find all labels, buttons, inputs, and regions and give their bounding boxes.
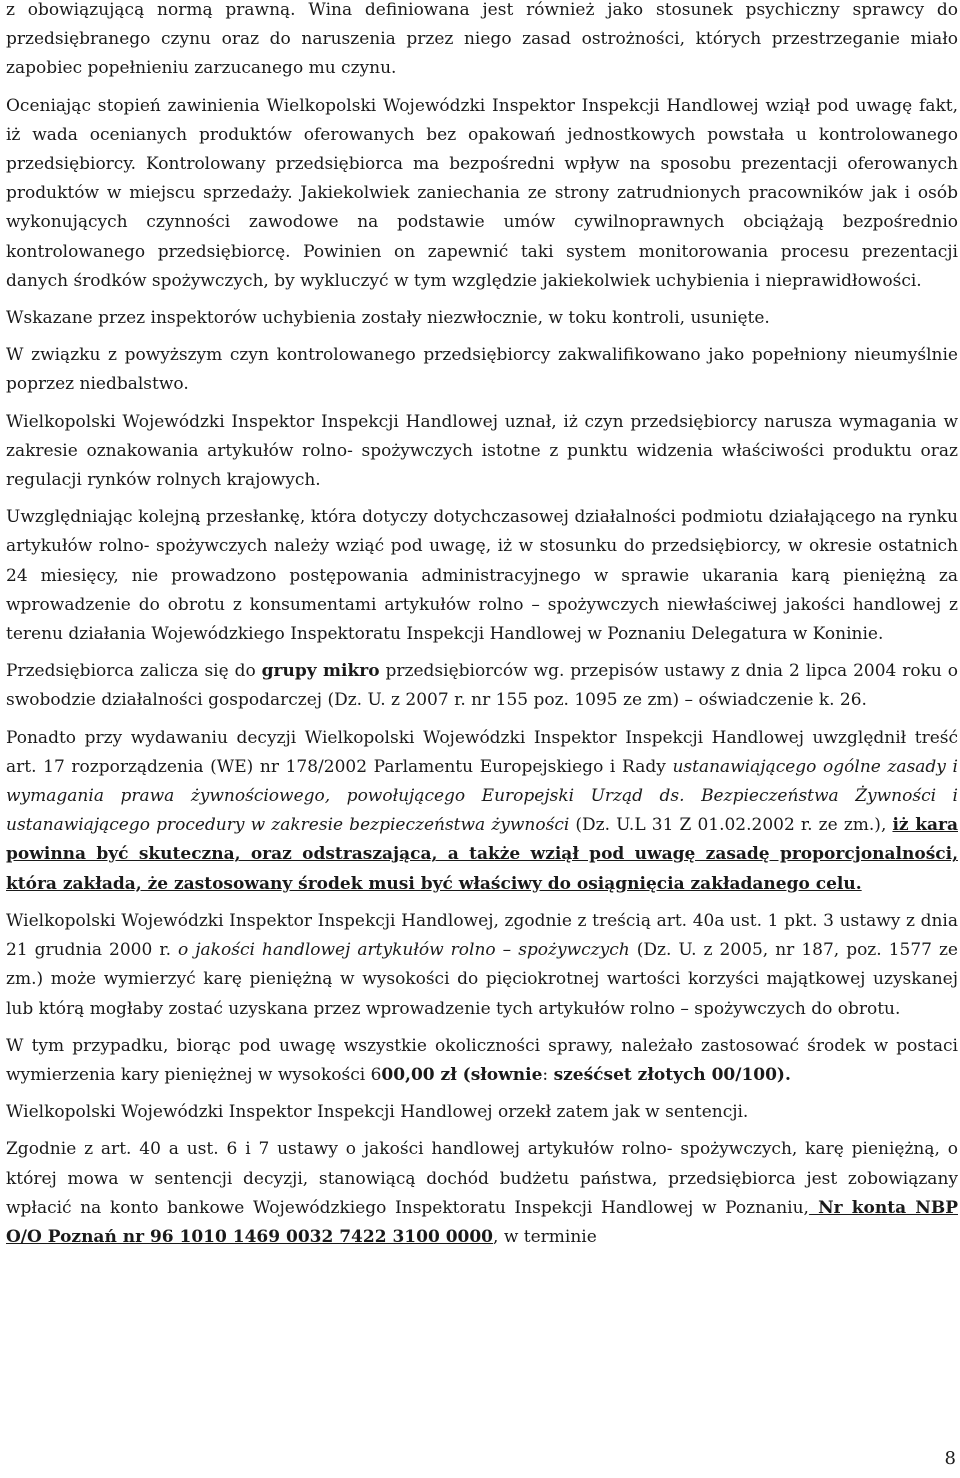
italic-act-title: o jakości handlowej artykułów rolno – spożywczych xyxy=(178,940,630,961)
paragraph-text: Zgodnie z art. 40 a ust. 6 i 7 ustawy o jakości handlowej artykułów rolno- spożywczych, karę pieniężną, o której mowa w sentencji decyzji, stanowiącą dochód budżetu państwa, przedsiębiorca jest zobowiązany wpłacić na konto bankowe Wojewódzkiego Inspektoratu Inspekcji Handlowej w Poznaniu, xyxy=(6,1139,958,1218)
paragraph-text: Przedsiębiorca zalicza się do xyxy=(6,661,262,682)
paragraph-micro-enterprise xyxy=(6,657,958,715)
bold-penalty-words: sześćset złotych 00/100). xyxy=(553,1064,791,1085)
paragraph-qualification xyxy=(6,341,958,399)
paragraph-prior-activity xyxy=(6,503,958,649)
paragraph-text: Wskazane przez inspektorów uchybienia zostały niezwłocznie, w toku kontroli, usunięte. xyxy=(6,308,770,329)
paragraph-text: Wielkopolski Wojewódzki Inspektor Inspekcji Handlowej orzekł zatem jak w sentencji. xyxy=(6,1102,749,1123)
paragraph-text: (Dz. U.L 31 Z 01.02.2002 r. ze zm.), xyxy=(569,815,893,836)
paragraph-text: (Dz. U. z 2005, nr 187, poz. 1577 ze zm.) może wymierzyć karę pieniężną w wysokości do pięciokrotnej wartości korzyści majątkowej uzyskanej lub którą mogłaby zostać uzyskana przez wprowadzenie tych artykułów rolno – spożywczych do obrotu. xyxy=(6,940,958,1019)
paragraph-eu-regulation xyxy=(6,724,958,899)
paragraph-text: przedsiębiorców wg. przepisów ustawy z dnia 2 lipca 2004 roku o swobodzie działalności gospodarczej (Dz. U. z 2007 r. nr 155 poz. 1095 ze zm) – oświadczenie k. 26. xyxy=(6,661,959,711)
paragraph-labelling-violation xyxy=(6,408,958,496)
bold-underlined-penalty-principle: iż kara powinna być skuteczna, oraz odstraszająca, a także wziął pod uwagę zasadę proporcjonalności, która zakłada, że zastosowany środek musi być właściwy do osiągnięcia zakładanego celu. xyxy=(6,815,958,894)
paragraph-text: Wielkopolski Wojewódzki Inspektor Inspekcji Handlowej uznał, iż czyn przedsiębiorcy narusza wymagania w zakresie oznakowania artykułów rolno- spożywczych istotne z punktu widzenia właściwości produktu oraz regulacji rynków rolnych krajowych. xyxy=(6,411,958,491)
paragraph-text: Oceniając stopień zawinienia Wielkopolski Wojewódzki Inspektor Inspekcji Handlowej wziął pod uwagę fakt, iż wada ocenianych produktów oferowanych bez opakowań jednostkowych powstała u kontrolowanego przedsiębiorcy. Kontrolowany przedsiębiorca ma bezpośredni wpływ na sposobu prezentacji oferowanych produktów w miejscu sprzedaży. Jakiekolwiek zaniechania ze strony zatrudnionych pracowników jak i osób wykonujących czynności zawodowe na podstawie umów cywilnoprawnych obciążają bezpośrednio kontrolowanego przedsiębiorcę. Powinien on zapewnić taki system monitorowania procesu prezentacji danych środków spożywczych, by wykluczyć w tym względzie jakiekolwiek uchybienia i nieprawidłowości. xyxy=(6,95,958,291)
page-number: 8 xyxy=(944,1448,956,1469)
italic-regulation-title: ustanawiającego ogólne zasady i wymagania prawa żywnościowego, powołującego Europejski Urząd ds. Bezpieczeństwa Żywności i ustanawiającego procedury w zakresie bezpieczeństwa żywności xyxy=(6,756,958,836)
paragraph-text: z obowiązującą normą prawną. Wina definiowana jest również jako stosunek psychiczny sprawcy do przedsiębranego czynu oraz do naruszenia przez niego zasad ostrożności, których przestrzeganie miało zapobiec popełnieniu zarzucanego mu czynu. xyxy=(6,0,958,79)
paragraph-text: W związku z powyższym czyn kontrolowanego przedsiębiorcy zakwalifikowano jako popełniony nieumyślnie poprzez niedbalstwo. xyxy=(6,345,958,395)
paragraph-text: , w terminie xyxy=(493,1226,597,1247)
paragraph-degree-of-fault xyxy=(6,92,958,296)
paragraph-payment-instructions xyxy=(6,1135,958,1252)
document-body xyxy=(6,0,958,1254)
paragraph-text: Wielkopolski Wojewódzki Inspektor Inspekcji Handlowej, zgodnie z treścią art. 40a ust. 1 pkt. 3 ustawy z dnia 21 grudnia 2000 r. xyxy=(6,910,958,961)
paragraph-guilt-definition xyxy=(6,0,958,84)
bold-text-micro-group: grupy mikro xyxy=(261,661,380,682)
paragraph-defects-removed xyxy=(6,304,958,333)
paragraph-legal-basis xyxy=(6,907,958,1024)
bold-penalty-amount: 00,00 zł (słownie xyxy=(381,1064,543,1085)
paragraph-text: Ponadto przy wydawaniu decyzji Wielkopolski Wojewódzki Inspektor Inspekcji Handlowej uwzględnił treść art. 17 rozporządzenia (WE) nr 178/2002 Parlamentu Europejskiego i Rady xyxy=(6,727,958,777)
paragraph-penalty-amount xyxy=(6,1032,958,1090)
paragraph-text: W tym przypadku, biorąc pod uwagę wszystkie okoliczności sprawy, należało zastosować środek w postaci wymierzenia kary pieniężnej w wysokości 6 xyxy=(6,1035,958,1085)
paragraph-text: : xyxy=(542,1064,554,1085)
paragraph-ruling xyxy=(6,1098,958,1127)
paragraph-text: Uwzględniając kolejną przesłankę, która dotyczy dotychczasowej działalności podmiotu działającego na rynku artykułów rolno- spożywczych należy wziąć pod uwagę, iż w stosunku do przedsiębiorcy, w okresie ostatnich 24 miesięcy, nie prowadzono postępowania administracyjnego w sprawie ukarania karą pieniężną za wprowadzenie do obrotu z konsumentami artykułów rolno – spożywczych niewłaściwej jakości handlowej z terenu działania Wojewódzkiego Inspektoratu Inspekcji Handlowej w Poznaniu Delegatura w Koninie. xyxy=(6,507,958,645)
bank-account-number: Nr konta NBP O/O Poznań nr 96 1010 1469 0032 7422 3100 0000 xyxy=(6,1197,958,1247)
